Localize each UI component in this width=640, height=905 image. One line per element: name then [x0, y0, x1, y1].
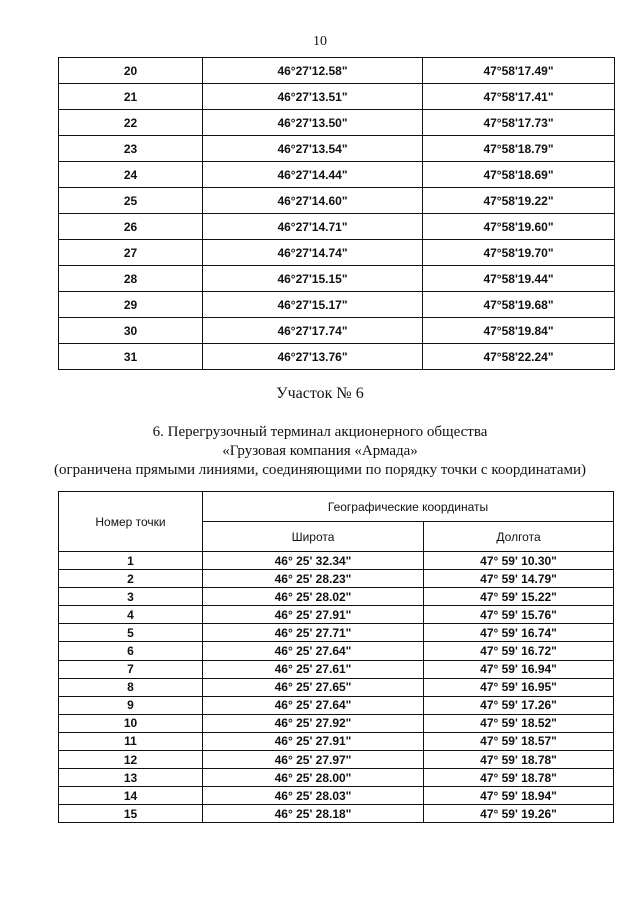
table-row [59, 292, 615, 318]
table-row [59, 588, 614, 606]
longitude-cell: 47° 59' 18.52" [424, 714, 614, 732]
table-row [59, 552, 614, 570]
table-row [59, 110, 615, 136]
point-number-cell: 5 [59, 624, 203, 642]
longitude-cell: 47°58'18.69" [423, 162, 615, 188]
longitude-cell: 47° 59' 18.78" [424, 751, 614, 769]
point-number-cell: 9 [59, 696, 203, 714]
header-point-number: Номер точки [59, 492, 203, 552]
page-number: 10 [313, 34, 327, 49]
table-row [59, 606, 614, 624]
latitude-cell: 46° 25' 27.64" [203, 696, 424, 714]
latitude-cell: 46° 25' 28.18" [203, 805, 424, 823]
longitude-cell: 47°58'17.49" [423, 58, 615, 84]
table-row [59, 805, 614, 823]
latitude-cell: 46° 25' 28.02" [203, 588, 424, 606]
longitude-cell: 47°58'19.22" [423, 188, 615, 214]
table-row [59, 162, 615, 188]
latitude-cell: 46° 25' 27.64" [203, 642, 424, 660]
coordinates-table-body [59, 58, 615, 370]
section-title [0, 423, 640, 480]
point-number-cell: 28 [59, 266, 203, 292]
point-number-cell: 14 [59, 787, 203, 805]
latitude-cell: 46° 25' 28.03" [203, 787, 424, 805]
latitude-cell: 46° 25' 27.61" [203, 660, 424, 678]
table-row [59, 136, 615, 162]
section-title-line-1: 6. Перегрузочный терминал акционерного общества [152, 424, 488, 440]
header-longitude: Долгота [424, 522, 614, 552]
table-row [59, 769, 614, 787]
longitude-cell: 47°58'19.70" [423, 240, 615, 266]
latitude-cell: 46° 25' 27.92" [203, 714, 424, 732]
latitude-cell: 46°27'13.51" [203, 84, 423, 110]
longitude-cell: 47° 59' 14.79" [424, 570, 614, 588]
coordinates-table-body [59, 552, 614, 823]
point-number-cell: 8 [59, 678, 203, 696]
latitude-cell: 46°27'13.54" [203, 136, 423, 162]
longitude-cell: 47° 59' 18.78" [424, 769, 614, 787]
point-number-cell: 22 [59, 110, 203, 136]
longitude-cell: 47° 59' 15.76" [424, 606, 614, 624]
longitude-cell: 47°58'19.84" [423, 318, 615, 344]
point-number-cell: 3 [59, 588, 203, 606]
latitude-cell: 46°27'14.60" [203, 188, 423, 214]
latitude-cell: 46°27'12.58" [203, 58, 423, 84]
latitude-cell: 46°27'15.15" [203, 266, 423, 292]
header-row [59, 492, 614, 522]
point-number-cell: 11 [59, 732, 203, 750]
point-number-cell: 29 [59, 292, 203, 318]
header-geographic-coordinates: Географические координаты [203, 492, 614, 522]
header-latitude: Широта [203, 522, 424, 552]
point-number-cell: 1 [59, 552, 203, 570]
longitude-cell: 47° 59' 19.26" [424, 805, 614, 823]
point-number-cell: 12 [59, 751, 203, 769]
table-row [59, 188, 615, 214]
latitude-cell: 46° 25' 28.23" [203, 570, 424, 588]
table-row [59, 214, 615, 240]
section-heading: Участок № 6 [276, 385, 364, 402]
section-title-line-2: «Грузовая компания «Армада» [222, 443, 418, 459]
point-number-cell: 7 [59, 660, 203, 678]
longitude-cell: 47° 59' 18.57" [424, 732, 614, 750]
latitude-cell: 46° 25' 28.00" [203, 769, 424, 787]
longitude-cell: 47°58'19.44" [423, 266, 615, 292]
coordinates-table [58, 491, 614, 823]
latitude-cell: 46°27'13.50" [203, 110, 423, 136]
table-row [59, 624, 614, 642]
point-number-cell: 6 [59, 642, 203, 660]
table-row [59, 84, 615, 110]
latitude-cell: 46° 25' 27.71" [203, 624, 424, 642]
longitude-cell: 47° 59' 17.26" [424, 696, 614, 714]
longitude-cell: 47° 59' 16.72" [424, 642, 614, 660]
section-title-line-3: (ограничена прямыми линиями, соединяющими по порядку точки с координатами) [53, 462, 587, 478]
table-row [59, 696, 614, 714]
table-row [59, 787, 614, 805]
point-number-cell: 21 [59, 84, 203, 110]
point-number-cell: 15 [59, 805, 203, 823]
point-number-cell: 31 [59, 344, 203, 370]
table-row [59, 732, 614, 750]
point-number-cell: 30 [59, 318, 203, 344]
longitude-cell: 47° 59' 16.74" [424, 624, 614, 642]
latitude-cell: 46° 25' 27.91" [203, 606, 424, 624]
point-number-cell: 26 [59, 214, 203, 240]
latitude-cell: 46°27'13.76" [203, 344, 423, 370]
longitude-cell: 47° 59' 15.22" [424, 588, 614, 606]
latitude-cell: 46°27'15.17" [203, 292, 423, 318]
longitude-cell: 47° 59' 18.94" [424, 787, 614, 805]
latitude-cell: 46° 25' 27.97" [203, 751, 424, 769]
latitude-cell: 46°27'14.74" [203, 240, 423, 266]
longitude-cell: 47° 59' 16.95" [424, 678, 614, 696]
point-number-cell: 20 [59, 58, 203, 84]
latitude-cell: 46°27'14.71" [203, 214, 423, 240]
table-row [59, 266, 615, 292]
point-number-cell: 25 [59, 188, 203, 214]
point-number-cell: 27 [59, 240, 203, 266]
point-number-cell: 4 [59, 606, 203, 624]
table-row [59, 660, 614, 678]
latitude-cell: 46°27'14.44" [203, 162, 423, 188]
table-row [59, 642, 614, 660]
table-row [59, 240, 615, 266]
table-row [59, 318, 615, 344]
table-row [59, 714, 614, 732]
point-number-cell: 2 [59, 570, 203, 588]
longitude-cell: 47°58'19.68" [423, 292, 615, 318]
table-row [59, 678, 614, 696]
latitude-cell: 46° 25' 27.65" [203, 678, 424, 696]
longitude-cell: 47°58'17.41" [423, 84, 615, 110]
table-row [59, 344, 615, 370]
point-number-cell: 13 [59, 769, 203, 787]
longitude-cell: 47°58'19.60" [423, 214, 615, 240]
point-number-cell: 10 [59, 714, 203, 732]
coordinates-table-header [59, 492, 614, 552]
latitude-cell: 46°27'17.74" [203, 318, 423, 344]
longitude-cell: 47°58'17.73" [423, 110, 615, 136]
latitude-cell: 46° 25' 27.91" [203, 732, 424, 750]
longitude-cell: 47°58'18.79" [423, 136, 615, 162]
table-row [59, 570, 614, 588]
table-row [59, 751, 614, 769]
coordinates-table-continued [58, 57, 615, 370]
longitude-cell: 47°58'22.24" [423, 344, 615, 370]
point-number-cell: 24 [59, 162, 203, 188]
longitude-cell: 47° 59' 16.94" [424, 660, 614, 678]
longitude-cell: 47° 59' 10.30" [424, 552, 614, 570]
point-number-cell: 23 [59, 136, 203, 162]
latitude-cell: 46° 25' 32.34" [203, 552, 424, 570]
table-row [59, 58, 615, 84]
